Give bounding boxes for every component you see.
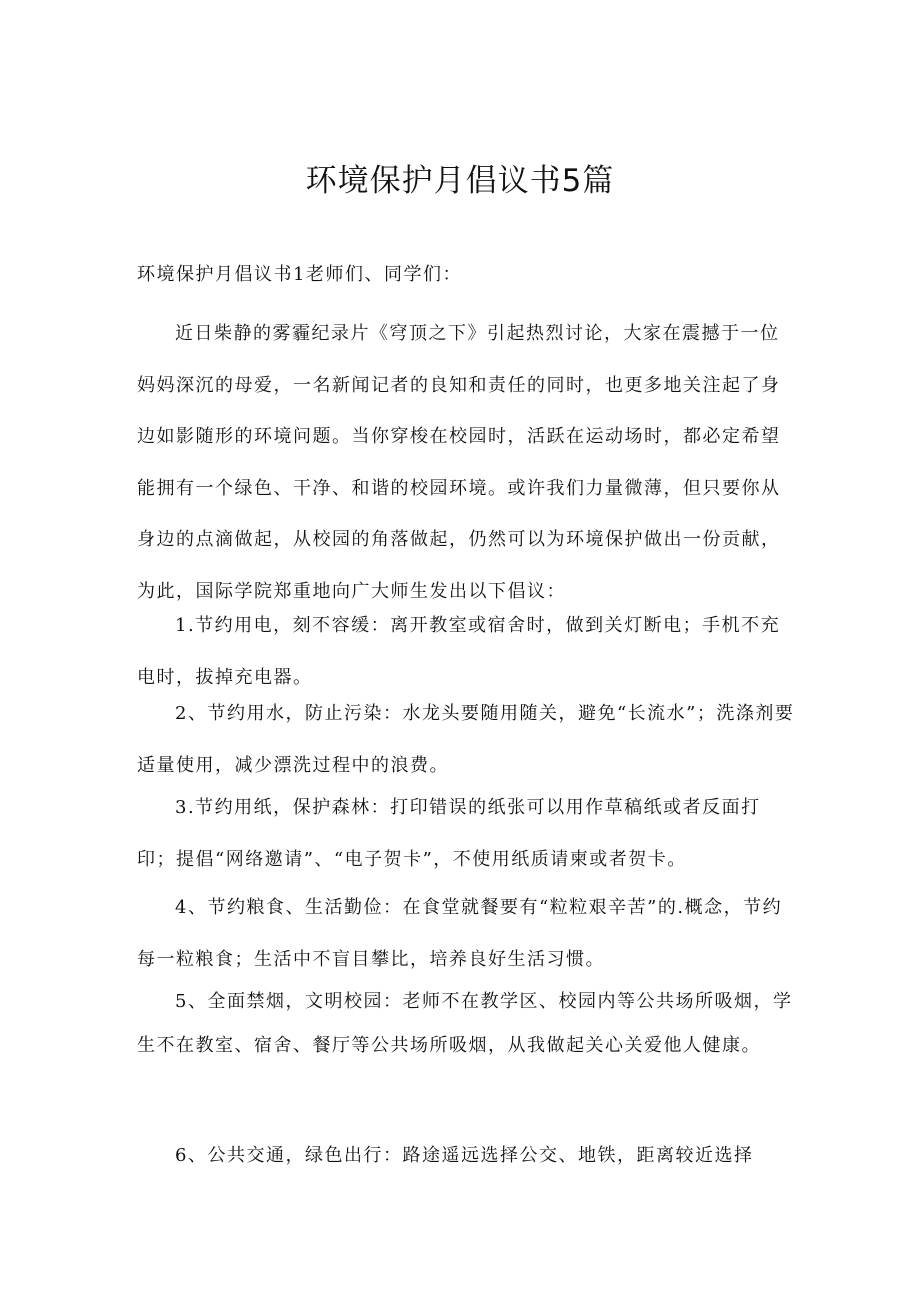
paragraph-item-5: 5、全面禁烟，文明校园：老师不在教学区、校园内等公共场所吸烟，学生不在教室、宿舍、餐厅等公共场所吸烟，从我做起关心关爱他人健康。 [137, 991, 793, 1056]
paragraph-item-1: 1.节约用电，刻不容缓：离开教室或宿舍时，做到关灯断电；手机不充电时，拔掉充电器。 [137, 615, 781, 688]
paragraph-item-2: 2、节约用水，防止污染：水龙头要随用随关，避免“长流水”；洗涤剂要适量使用，减少漂洗过程中的浪费。 [137, 703, 795, 776]
paragraph-item-6: 6、公共交通，绿色出行：路途遥远选择公交、地铁，距离较近选择 [175, 1145, 754, 1166]
salutation-line: 环境保护月倡议书1老师们、同学们： [137, 264, 462, 285]
document-title: 环境保护月倡议书5篇 [305, 163, 615, 199]
paragraph-intro: 近日柴静的雾霾纪录片《穹顶之下》引起热烈讨论，大家在震撼于一位妈妈深沉的母爱，一名新闻记者的良知和责任的同时，也更多地关注起了身边如影随形的环境问题。当你穿梭在校园时，活跃在运动场时，都必定希望能拥有一个绿色、干净、和谐的校园环境。或许我们力量微薄，但只要你从身边的点滴做起，从校园的角落做起，仍然可以为环境保护做出一份贡献，为此，国际学院郑重地向广大师生发出以下倡议： [137, 323, 781, 602]
paragraph-item-4: 4、节约粮食、生活勤俭：在食堂就餐要有“粒粒艰辛苦”的.概念，节约每一粒粮食；生活中不盲目攀比，培养良好生活习惯。 [137, 897, 783, 970]
paragraph-item-3: 3.节约用纸，保护森林：打印错误的纸张可以用作草稿纸或者反面打印；提倡“网络邀请”、“电子贺卡”，不使用纸质请柬或者贺卡。 [137, 797, 761, 870]
